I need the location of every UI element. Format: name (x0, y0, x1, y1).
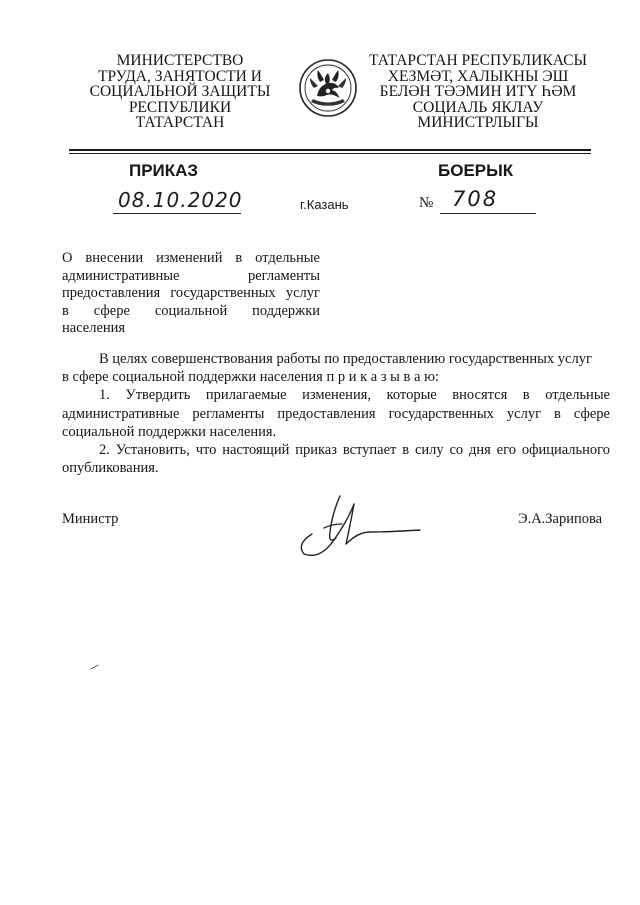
order-title-tatar: БОЕРЫК (438, 161, 514, 180)
subject-line: административные регламенты (62, 267, 320, 284)
order-number: 708 (452, 187, 499, 211)
order-city: г.Казань (300, 197, 349, 212)
ministry-tt-line: ТАТАРСТАН РЕСПУБЛИКАСЫ (369, 52, 587, 69)
order-item-2: 2. Установить, что настоящий приказ вступает в силу со дня его официального опубликования. (62, 442, 610, 477)
ministry-ru-line: ТАТАРСТАН (135, 114, 225, 132)
subject-line: предоставления государственных услуг (62, 285, 320, 301)
ministry-ru-line: МИНИСТЕРСТВО (116, 52, 244, 69)
preamble-line: в сфере социальной поддержки населения п р и к а з ы в а ю: (62, 369, 439, 386)
ministry-tt-line: СОЦИАЛЬ ЯКЛАУ (412, 98, 544, 116)
handwritten-signature-icon (288, 488, 424, 560)
ministry-tt-line: МИНИСТРЛЫГЫ (417, 114, 539, 132)
ministry-ru-line: ТРУДА, ЗАНЯТОСТИ И (98, 67, 262, 85)
order-item-1: 1. Утвердить прилагаемые изменения, которые вносятся в отдельные административные регламенты предоставления государственных услуг в сфере социальной поддержки населения. (62, 387, 610, 440)
ministry-name-tatar (368, 53, 588, 131)
ministry-ru-line: СОЦИАЛЬНОЙ ЗАЩИТЫ (89, 83, 271, 101)
subject-line: в сфере социальной поддержки (62, 302, 320, 319)
header-divider (69, 149, 591, 151)
subject-line: О внесении изменений в отдельные (62, 250, 320, 266)
number-sign: № (419, 195, 434, 211)
ministry-tt-line: ХЕЗМӘТ, ХАЛЫКНЫ ЭШ (387, 67, 569, 85)
signer-title: Министр (62, 511, 119, 527)
header-divider-thin (69, 153, 591, 154)
signer-name: Э.А.Зарипова (518, 511, 603, 527)
order-body (62, 350, 610, 477)
scan-speck (90, 664, 100, 670)
preamble-line: В целях совершенствования работы по предоставлению государственных услуг (99, 351, 592, 367)
tatarstan-coat-of-arms-icon (298, 58, 358, 118)
ministry-ru-line: РЕСПУБЛИКИ (128, 98, 232, 116)
ministry-tt-line: БЕЛӘН ТӘЭМИН ИТҮ ҺӘМ (379, 83, 577, 101)
order-date: 08.10.2020 (118, 188, 243, 212)
subject-line: населения (62, 320, 126, 336)
order-subject (62, 250, 320, 338)
ministry-name-russian (80, 53, 280, 131)
order-title-russian: ПРИКАЗ (129, 161, 199, 180)
